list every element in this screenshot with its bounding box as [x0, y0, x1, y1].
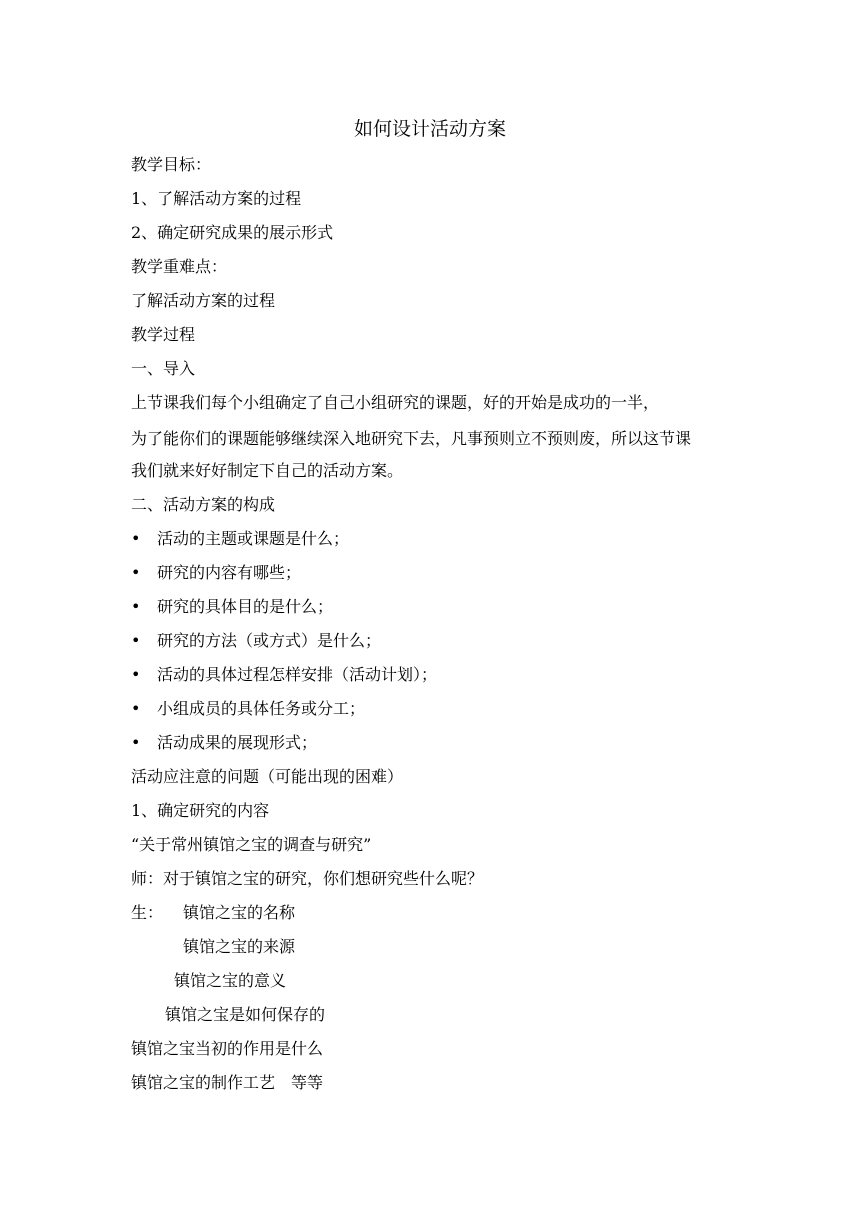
list-item-text: 研究的具体目的是什么；	[157, 597, 334, 616]
heading-teaching-process: 教学过程	[131, 325, 196, 344]
topic-quote: “关于常州镇馆之宝的调查与研究”	[131, 835, 372, 854]
list-item	[131, 529, 349, 549]
document-title: 如何设计活动方案	[353, 118, 506, 140]
section-introduction: 一、导入	[131, 359, 196, 378]
step-determine-content: 1、确定研究的内容	[131, 801, 270, 820]
list-item	[131, 665, 437, 685]
list-item	[131, 699, 365, 719]
section-plan-structure: 二、活动方案的构成	[131, 495, 276, 514]
paragraph-line-1: 上节课我们每个小组确定了自己小组研究的课题，好的开始是成功的一半，	[131, 393, 660, 412]
student-label: 生：	[131, 903, 164, 922]
list-item	[131, 563, 301, 583]
list-item	[131, 733, 317, 753]
bullet-icon: •	[131, 529, 141, 548]
list-item-text: 活动的具体过程怎样安排（活动计划）；	[157, 665, 438, 684]
paragraph-line-2: 为了能你们的课题能够继续深入地研究下去，凡事预则立不预则废，所以这节课	[131, 429, 692, 448]
bullet-icon: •	[131, 699, 141, 718]
bullet-icon: •	[131, 631, 141, 650]
goal-item-2: 2、确定研究成果的展示形式	[131, 223, 334, 242]
paragraph-line-3: 我们就来好好制定下自己的活动方案。	[131, 461, 404, 480]
student-answer-4: 镇馆之宝是如何保存的	[165, 1005, 326, 1024]
key-point-text: 了解活动方案的过程	[131, 291, 276, 310]
student-answer-5: 镇馆之宝当初的作用是什么	[131, 1039, 324, 1058]
list-item-text: 小组成员的具体任务或分工；	[157, 699, 366, 718]
teacher-question: 师：对于镇馆之宝的研究，你们想研究些什么呢？	[131, 869, 484, 888]
bullet-icon: •	[131, 665, 141, 684]
list-item	[131, 597, 333, 617]
list-item-text: 活动成果的展现形式；	[157, 733, 318, 752]
student-answer-3: 镇馆之宝的意义	[174, 971, 287, 990]
student-answer-2: 镇馆之宝的来源	[183, 937, 296, 956]
heading-notes: 活动应注意的问题（可能出现的困难）	[131, 767, 404, 786]
heading-key-points: 教学重难点：	[131, 257, 228, 276]
bullet-icon: •	[131, 733, 141, 752]
list-item-text: 研究的方法（或方式）是什么；	[157, 631, 382, 650]
list-item-text: 研究的内容有哪些；	[157, 563, 302, 582]
bullet-icon: •	[131, 597, 141, 616]
heading-teaching-goals: 教学目标：	[131, 155, 212, 174]
list-item-text: 活动的主题或课题是什么；	[157, 529, 350, 548]
student-answer-1: 镇馆之宝的名称	[183, 903, 296, 922]
list-item	[131, 631, 381, 651]
bullet-icon: •	[131, 563, 141, 582]
goal-item-1: 1、了解活动方案的过程	[131, 189, 302, 208]
student-answer-6: 镇馆之宝的制作工艺 等等	[131, 1073, 324, 1092]
